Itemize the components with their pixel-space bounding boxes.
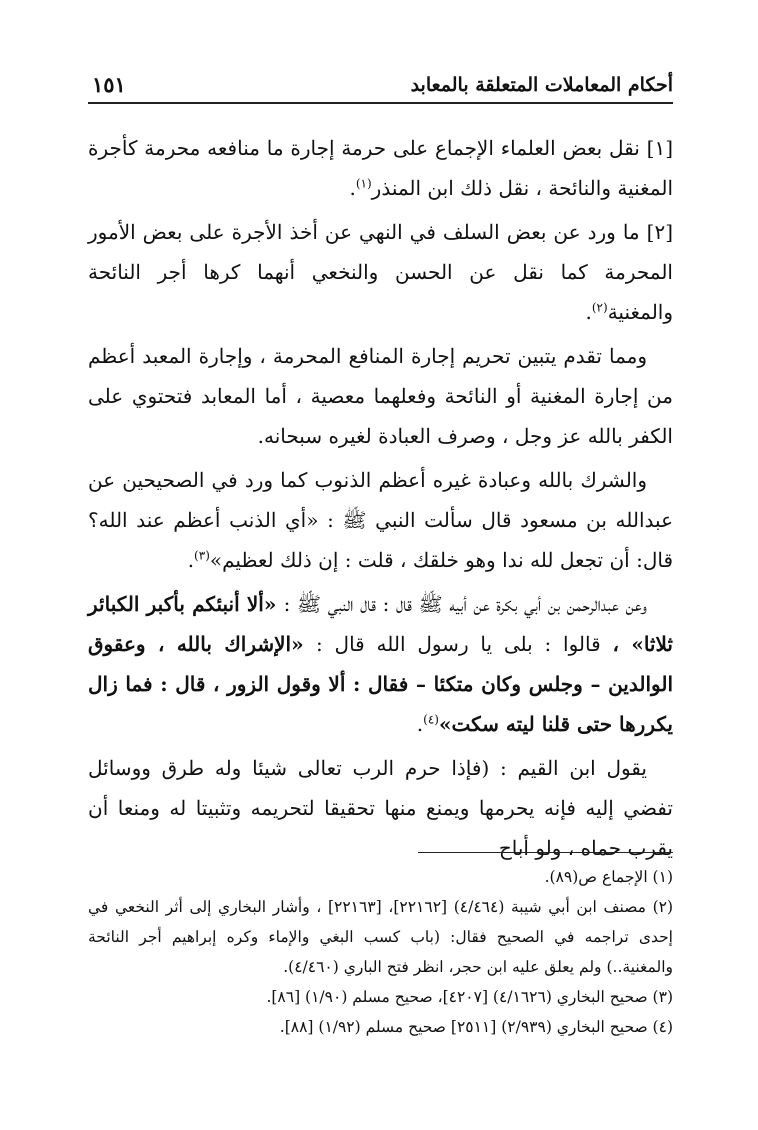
paragraph-4-end: . bbox=[187, 548, 195, 572]
paragraph-5-end: . bbox=[416, 712, 424, 736]
footnote-4: (٤) صحيح البخاري (٢/٩٣٩) [٢٥١١] صحيح مسلم (١/٩٢) [٨٨]. bbox=[279, 1018, 673, 1036]
paragraph-4 bbox=[88, 460, 673, 580]
hadith-quote-1: «ألا أنبئكم بأكبر الكبائر ثلاثا» ، bbox=[88, 592, 674, 656]
paragraph-5 bbox=[88, 584, 673, 744]
paragraph-6: يقول ابن القيم : (فإذا حرم الرب تعالى شيئا وله طرق ووسائل تفضي إليه فإنه يحرمها ويمنع منها تحقيقا لتحريمه وتثبيتا له ومنعا أن يقرب حماه ، ولو أباح bbox=[88, 756, 673, 860]
footnote-2: (٢) مصنف ابن أبي شيبة (٤/٤٦٤) [٢٢١٦٢]، [٢٢١٦٣] ، وأشار البخاري إلى أثر النخعي في إحدى تراجمه في الصحيح فقال: (باب كسب البغي والإماء وكره إبراهيم أجر النائحة والمغنية..) ولم يعلق عليه ابن حجر، انظر فتح الباري (٤/٤٦٠). bbox=[88, 898, 674, 976]
footnote-ref-3: (٣) bbox=[194, 548, 210, 563]
paragraph-5-intro: وعن عبدالرحمن بن أبي بكرة عن أبيه ﷺ قال : قال النبي ﷺ : bbox=[283, 592, 647, 616]
hadith-quote-2: «الإشراك بالله ، وعقوق الوالدين – وجلس وكان متكئا – فقال : ألا وقول الزور ، قال : فما زال يكررها حتى قلنا ليته سكت» bbox=[88, 632, 673, 736]
paragraph-2 bbox=[88, 212, 673, 332]
paragraph-1-end: . bbox=[349, 176, 356, 200]
paragraph-1-text: [١] نقل بعض العلماء الإجماع على حرمة إجارة ما منافعه محرمة كأجرة المغنية والنائحة ، نقل ذلك ابن المنذر bbox=[88, 136, 673, 200]
footnote-divider bbox=[418, 852, 673, 853]
footnote-ref-2: (٢) bbox=[591, 300, 608, 315]
main-text bbox=[88, 128, 673, 872]
header-title: أحكام المعاملات المتعلقة بالمعابد bbox=[410, 74, 673, 96]
paragraph-2-end: . bbox=[585, 300, 592, 324]
paragraph-2-text: [٢] ما ورد عن بعض السلف في النهي عن أخذ الأجرة على بعض الأمور المحرمة كما نقل عن الحسن والنخعي أنهما كرها أجر النائحة والمغنية bbox=[88, 220, 673, 324]
running-header bbox=[88, 62, 673, 104]
footnote-ref-4: (٤) bbox=[423, 712, 439, 727]
paragraph-1 bbox=[88, 128, 673, 208]
footnote-3: (٣) صحيح البخاري (٤/١٦٢٦) [٤٢٠٧]، صحيح مسلم (١/٩٠) [٨٦]. bbox=[266, 988, 673, 1006]
footnote-1: (١) الإجماع ص(٨٩). bbox=[544, 868, 673, 886]
footnote-ref-1: (١) bbox=[355, 176, 372, 191]
page-number: ١٥١ bbox=[92, 72, 126, 97]
paragraph-4-text: والشرك بالله وعبادة غيره أعظم الذنوب كما ورد في الصحيحين عن عبدالله بن مسعود قال سألت النبي ﷺ : «أي الذنب أعظم عند الله؟ قال: أن تجعل لله ندا وهو خلقك ، قلت : إن ذلك لعظيم» bbox=[88, 468, 673, 572]
paragraph-3: ومما تقدم يتبين تحريم إجارة المنافع المحرمة ، وإجارة المعبد أعظم من إجارة المغنية أو النائحة وفعلهما معصية ، أما المعابد فتحتوي على الكفر بالله عز وجل ، وصرف العبادة لغيره سبحانه. bbox=[88, 344, 673, 448]
footnotes bbox=[88, 862, 673, 1042]
paragraph-5-mid: قالوا : بلى يا رسول الله قال : bbox=[316, 632, 613, 656]
